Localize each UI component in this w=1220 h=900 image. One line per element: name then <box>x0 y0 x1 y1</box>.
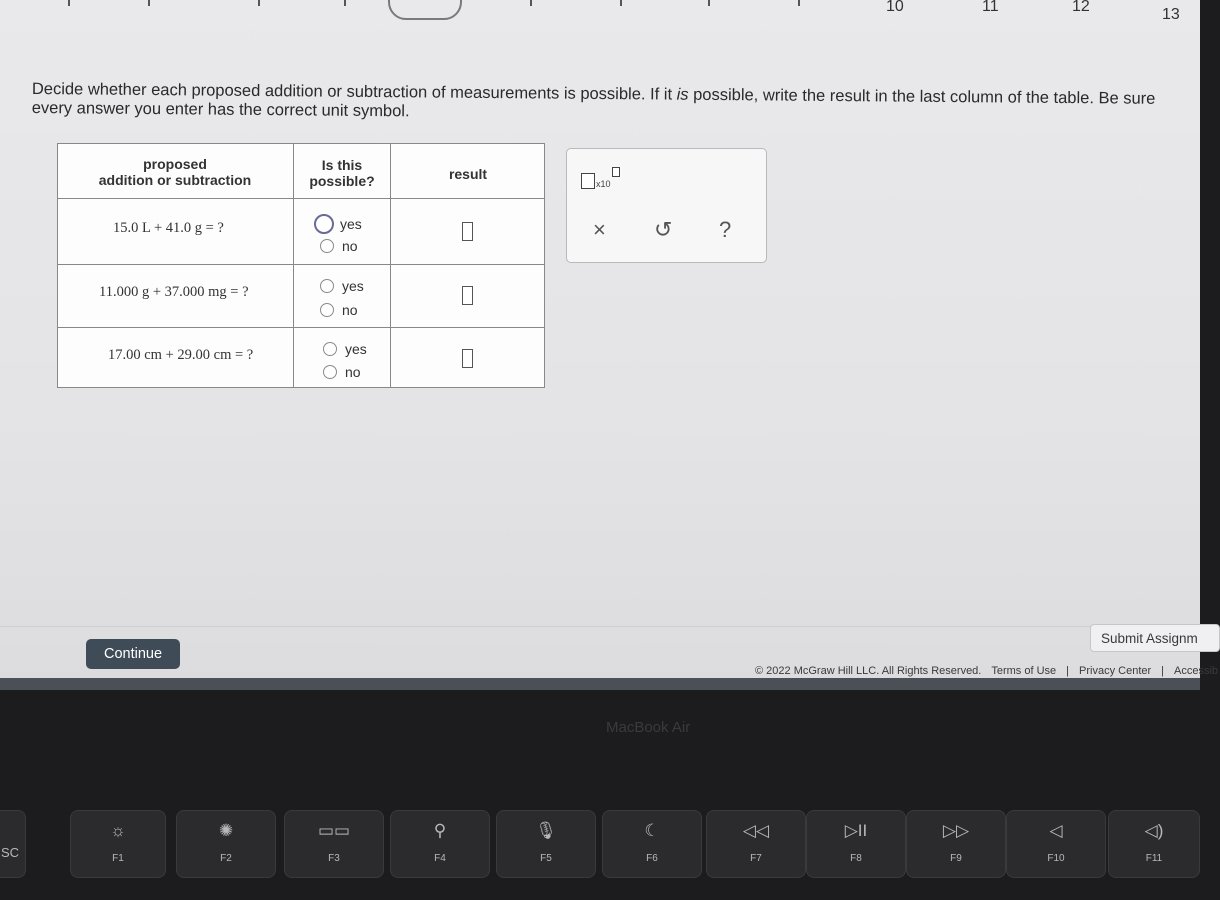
key-label: F9 <box>950 853 962 864</box>
x10-exponent-button[interactable] <box>581 167 620 189</box>
header-proposed <box>80 156 270 188</box>
question-number-11[interactable]: 11 <box>982 0 999 15</box>
radio-label-yes: yes <box>345 341 367 357</box>
question-instructions <box>32 80 1212 128</box>
radio-button[interactable] <box>320 303 334 317</box>
radio-button[interactable] <box>320 279 334 293</box>
key-label: F10 <box>1047 853 1065 864</box>
table-divider <box>58 327 544 328</box>
x10-label: x10 <box>596 179 611 189</box>
radio-yes-row2[interactable] <box>320 278 364 294</box>
header-possible-line1: Is this <box>321 157 363 173</box>
browser-bottom-band <box>0 678 1200 690</box>
instructions-emphasis: is <box>676 85 689 104</box>
nav-tick <box>620 0 622 6</box>
radio-no-row2[interactable] <box>320 302 358 318</box>
nav-tick <box>708 0 710 6</box>
header-proposed-line2: addition or subtraction <box>98 172 252 188</box>
math-palette <box>566 148 767 263</box>
table-divider <box>58 264 544 265</box>
table-row-expression: 11.000 g + 37.000 mg = ? <box>99 284 249 300</box>
clear-icon[interactable]: × <box>593 217 606 242</box>
key-f2[interactable] <box>176 810 276 878</box>
key-f4[interactable] <box>390 810 490 878</box>
mission-control-icon: ▭▭ <box>317 821 351 840</box>
footer-divider <box>0 626 1200 627</box>
play-pause-icon: ▷II <box>844 821 868 840</box>
key-label: SC <box>1 845 20 860</box>
key-label: F2 <box>220 853 232 864</box>
moon-icon: ☾ <box>644 821 660 840</box>
fast-forward-icon: ▷▷ <box>942 821 970 840</box>
header-proposed-line1: proposed <box>143 156 207 172</box>
mantissa-box-icon <box>581 173 595 189</box>
submit-assignment-button[interactable]: Submit Assignm <box>1090 624 1220 652</box>
key-f1[interactable] <box>70 810 166 878</box>
radio-button[interactable] <box>323 365 337 379</box>
table-row-expression: 17.00 cm + 29.00 cm = ? <box>108 347 254 363</box>
current-question-indicator[interactable] <box>388 0 462 20</box>
nav-tick <box>258 0 260 6</box>
question-number-12[interactable]: 12 <box>1072 0 1090 15</box>
key-label: F1 <box>112 853 124 864</box>
key-label: F4 <box>434 853 446 864</box>
header-possible <box>294 157 390 189</box>
question-number-13[interactable]: 13 <box>1162 6 1180 23</box>
brightness-down-icon: ☼ <box>110 821 126 840</box>
radio-label-yes: yes <box>340 216 362 232</box>
radio-label-no: no <box>345 364 361 380</box>
question-number-10[interactable]: 10 <box>886 0 904 15</box>
key-f11[interactable] <box>1108 810 1200 878</box>
key-f7[interactable] <box>706 810 806 878</box>
nav-tick <box>68 0 70 6</box>
footer-separator: | <box>1066 665 1070 677</box>
laptop-keyboard <box>0 770 1200 900</box>
radio-label-no: no <box>342 238 358 254</box>
question-nav-strip <box>0 0 1200 40</box>
radio-label-yes: yes <box>342 278 364 294</box>
instructions-text-cont: possible, write the result in the last column of the table. Be sure <box>688 85 1156 108</box>
key-label: F6 <box>646 853 658 864</box>
mute-icon: ◁ <box>1049 821 1063 840</box>
privacy-link[interactable]: Privacy Center <box>1079 665 1152 677</box>
radio-label-no: no <box>342 302 358 318</box>
table-row-expression: 15.0 L + 41.0 g = ? <box>113 220 224 236</box>
header-possible-line2: possible? <box>309 173 375 189</box>
nav-tick <box>530 0 532 6</box>
terms-link[interactable]: Terms of Use <box>991 665 1057 677</box>
nav-tick <box>344 0 346 6</box>
brightness-up-icon: ✺ <box>218 821 234 840</box>
key-f8[interactable] <box>806 810 906 878</box>
key-label: F7 <box>750 853 762 864</box>
radio-yes-row1[interactable] <box>317 214 362 234</box>
instructions-text: Decide whether each proposed addition or subtraction of measurements is possible. If it <box>31 80 677 104</box>
continue-button[interactable]: Continue <box>86 639 180 669</box>
key-label: F5 <box>540 853 552 864</box>
nav-tick <box>148 0 150 6</box>
microphone-icon: 🎙 <box>535 821 557 840</box>
radio-yes-row3[interactable] <box>323 341 367 357</box>
result-input-row2[interactable] <box>462 286 473 305</box>
key-label: F11 <box>1145 853 1163 864</box>
footer-separator: | <box>1161 665 1165 677</box>
key-label: F3 <box>328 853 340 864</box>
key-f10[interactable] <box>1006 810 1106 878</box>
result-input-row3[interactable] <box>462 349 473 368</box>
help-icon[interactable]: ? <box>719 217 732 242</box>
copyright-text: © 2022 McGraw Hill LLC. All Rights Reserved. <box>755 665 982 677</box>
accessibility-link[interactable]: Accessib <box>1174 665 1219 677</box>
radio-button[interactable] <box>320 239 334 253</box>
radio-no-row3[interactable] <box>323 364 361 380</box>
key-esc[interactable] <box>0 810 26 878</box>
exponent-box-icon <box>612 167 620 177</box>
laptop-brand-label: MacBook Air <box>606 719 691 736</box>
nav-tick <box>798 0 800 6</box>
radio-no-row1[interactable] <box>320 238 358 254</box>
instructions-line2: every answer you enter has the correct unit symbol. <box>31 98 410 121</box>
undo-icon[interactable]: ↺ <box>654 217 673 242</box>
radio-button[interactable] <box>314 214 334 234</box>
key-f6[interactable] <box>602 810 702 878</box>
key-label: F8 <box>850 853 862 864</box>
volume-down-icon: ◁) <box>1144 821 1164 840</box>
header-result: result <box>448 166 488 182</box>
result-input-row1[interactable] <box>462 222 473 241</box>
key-f9[interactable] <box>906 810 1006 878</box>
rewind-icon: ◁◁ <box>742 821 770 840</box>
table-divider <box>58 198 544 199</box>
measurement-table <box>57 143 545 388</box>
key-f5[interactable] <box>496 810 596 878</box>
key-f3[interactable] <box>284 810 384 878</box>
search-icon: ⚲ <box>433 821 447 840</box>
radio-button[interactable] <box>323 342 337 356</box>
